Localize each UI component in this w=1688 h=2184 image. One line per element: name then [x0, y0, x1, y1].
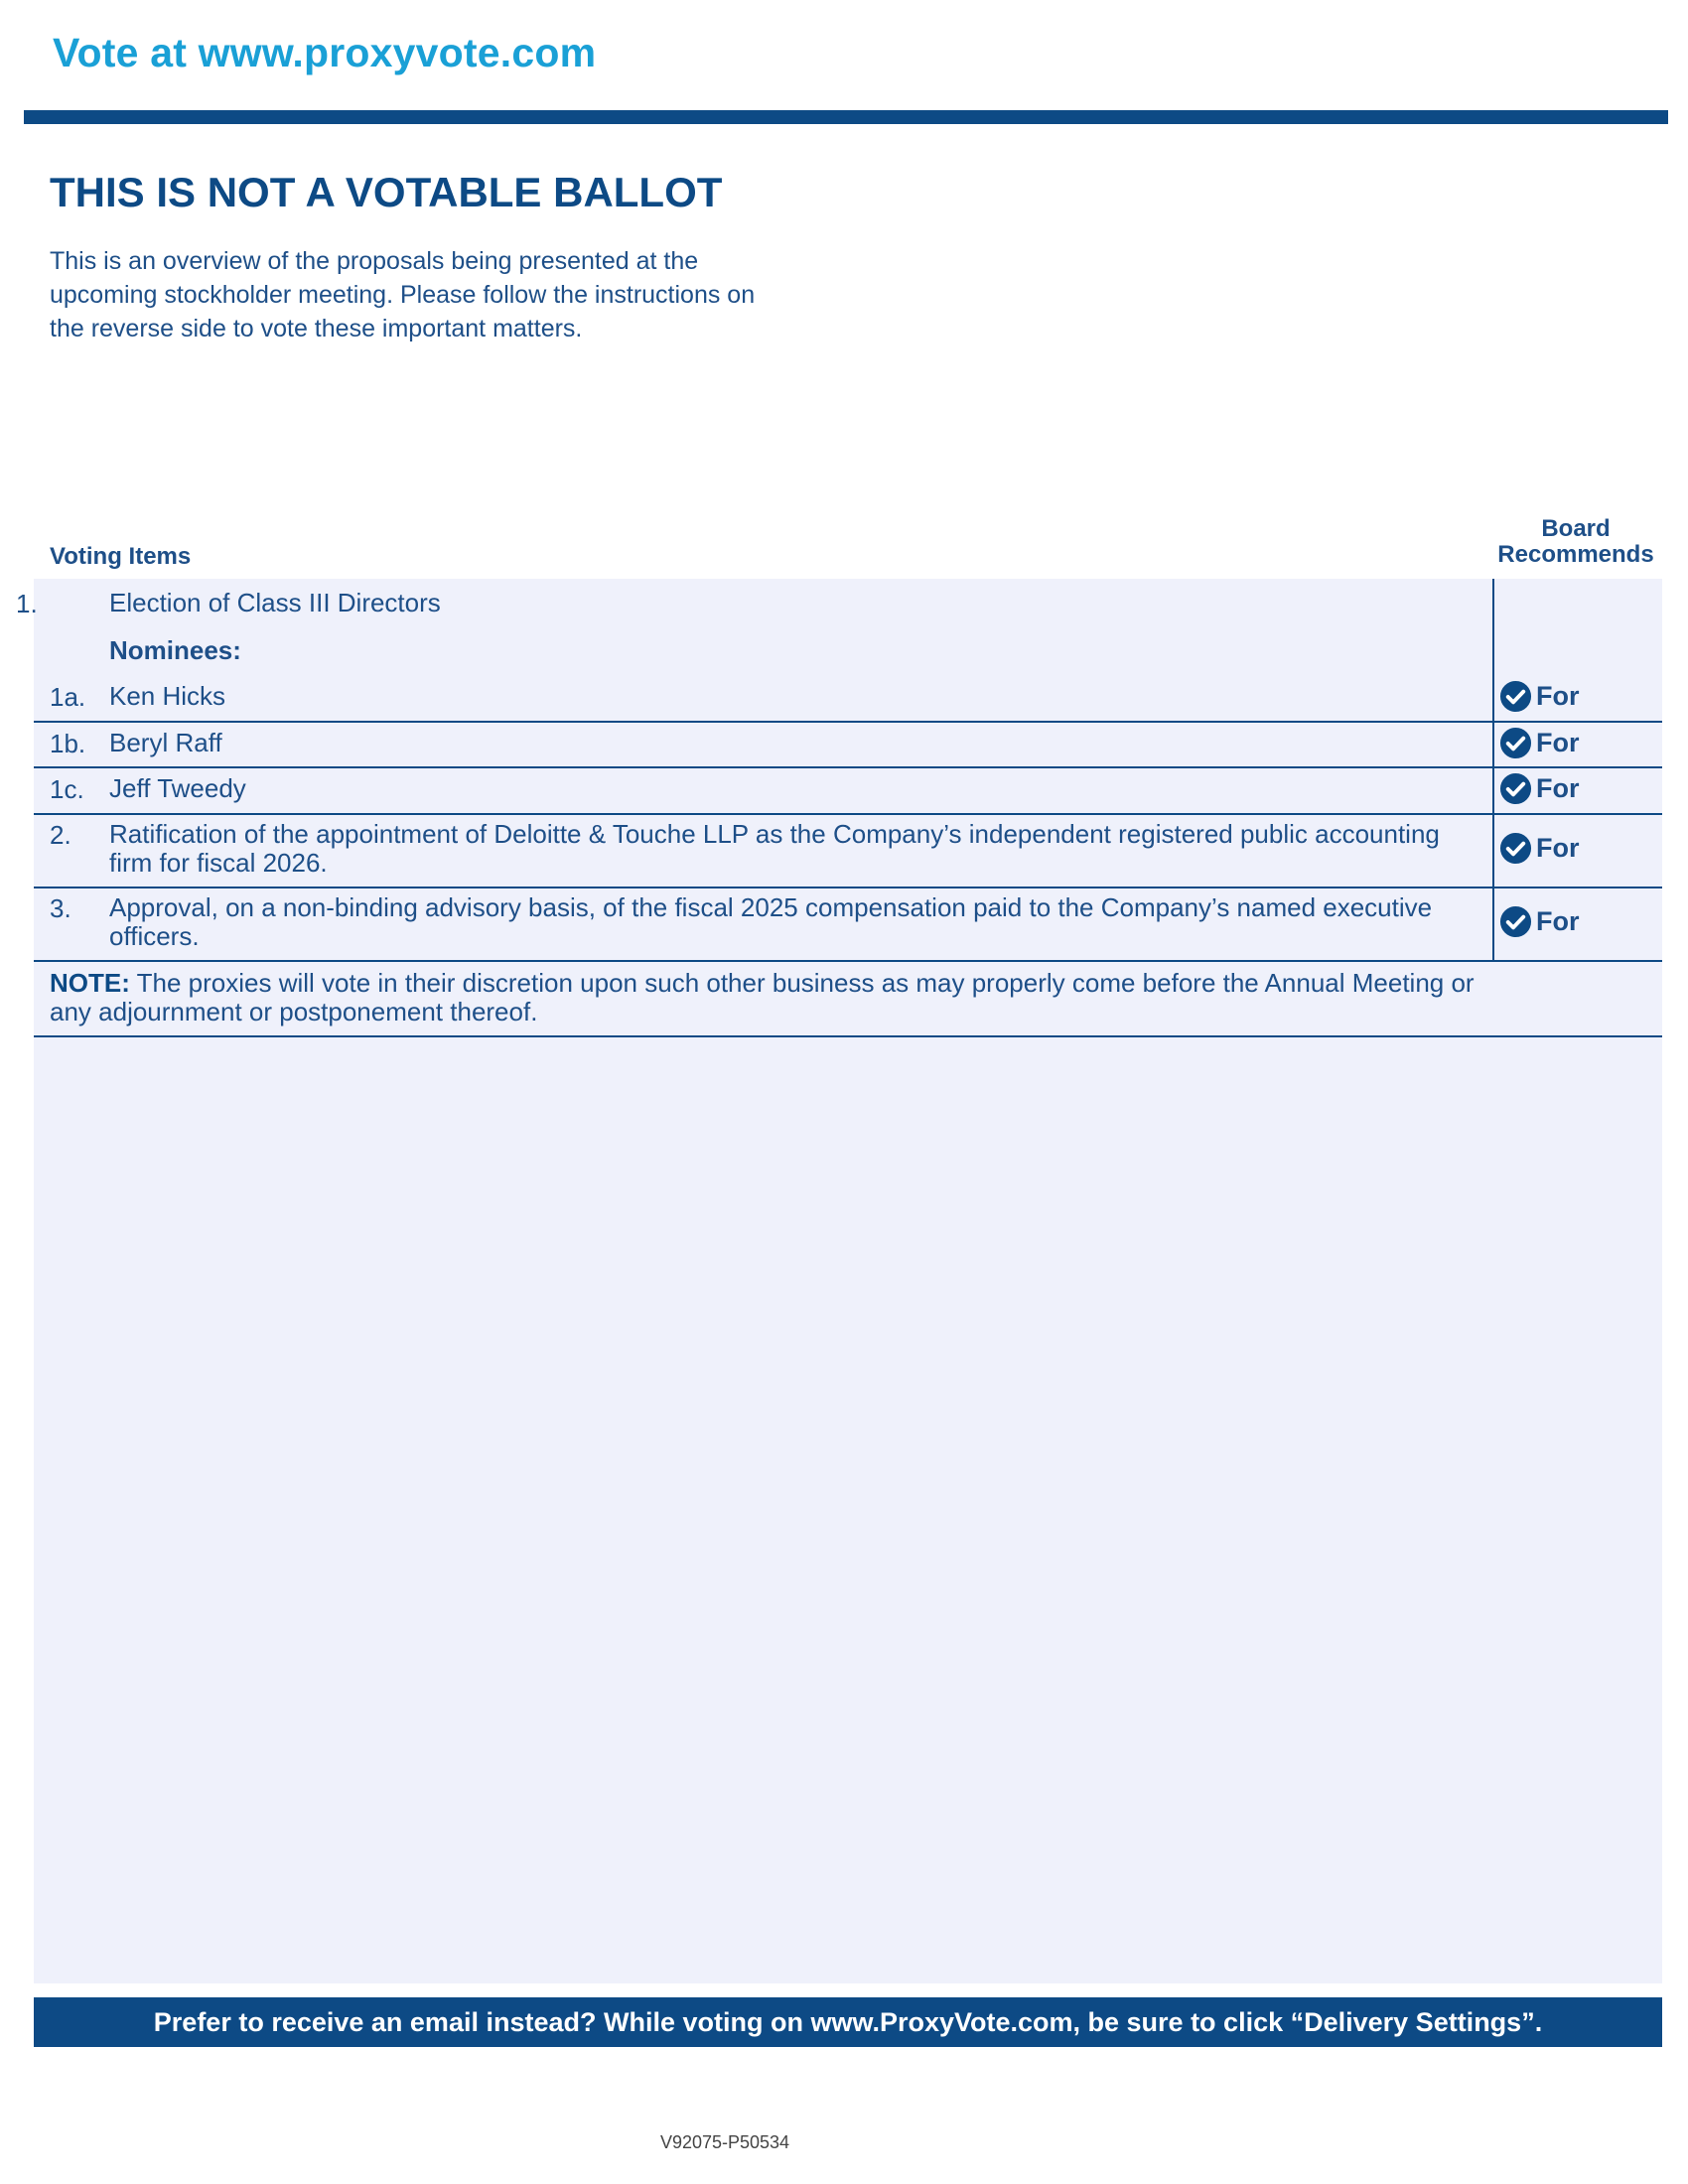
recommendation-label: For [1536, 833, 1580, 863]
nominees-label: Nominees: [109, 635, 241, 665]
note-divider [34, 1035, 1662, 1037]
item-number: 1b. [50, 729, 86, 758]
top-divider [24, 110, 1668, 124]
item-number: 3. [50, 893, 71, 923]
board-recommends-line: Recommends [1497, 541, 1654, 568]
delivery-settings-banner: Prefer to receive an email instead? While voting on www.ProxyVote.com, be sure to click “Delivery Settings”. [34, 1997, 1662, 2047]
check-circle-icon [1499, 680, 1532, 713]
item-number: 1. [16, 589, 38, 618]
check-circle-icon [1499, 727, 1532, 759]
item-text: Approval, on a non-binding advisory basis, of the fiscal 2025 compensation paid to the Company’s named executive officers. [109, 892, 1433, 951]
recommendation [1499, 832, 1580, 865]
item-number: 2. [50, 820, 71, 850]
document-code: V92075-P50534 [659, 2132, 790, 2152]
item-text: Ratification of the appointment of Deloitte & Touche LLP as the Company’s independent registered public accounting firm for fiscal 2026. [109, 819, 1440, 878]
check-circle-icon [1499, 832, 1532, 865]
recommendation-label: For [1536, 773, 1580, 803]
recommendation-label: For [1536, 681, 1580, 711]
item-text: Jeff Tweedy [109, 773, 246, 803]
intro-line: This is an overview of the proposals being presented at the [50, 247, 699, 275]
voting-items-header: Voting Items [50, 543, 192, 570]
item-number: 1a. [50, 682, 86, 712]
recommendation [1499, 905, 1580, 938]
intro-line: upcoming stockholder meeting. Please follow the instructions on [50, 281, 756, 309]
vote-at-heading: Vote at www.proxyvote.com [53, 30, 597, 75]
intro-line: the reverse side to vote these important matters. [50, 315, 583, 342]
intro-text [50, 244, 864, 345]
recommendation-label: For [1536, 906, 1580, 936]
check-circle-icon [1499, 905, 1532, 938]
item-number: 1c. [50, 774, 84, 804]
note-text [50, 969, 1499, 1026]
recommendation-label: For [1536, 728, 1580, 757]
note-label: NOTE: [50, 968, 130, 998]
recommendation [1499, 727, 1580, 759]
board-recommends-line: Board [1541, 515, 1611, 542]
item-text: Beryl Raff [109, 728, 222, 757]
item-text: Election of Class III Directors [109, 588, 441, 617]
note-body: The proxies will vote in their discretion upon such other business as may properly come before the Annual Meeting or any adjournment or postponement thereof. [50, 968, 1475, 1026]
check-circle-icon [1499, 772, 1532, 805]
board-recommends-header [1491, 516, 1660, 568]
recommendation [1499, 680, 1580, 713]
recommendation [1499, 772, 1580, 805]
page-title: THIS IS NOT A VOTABLE BALLOT [50, 169, 723, 215]
item-text: Ken Hicks [109, 681, 226, 711]
